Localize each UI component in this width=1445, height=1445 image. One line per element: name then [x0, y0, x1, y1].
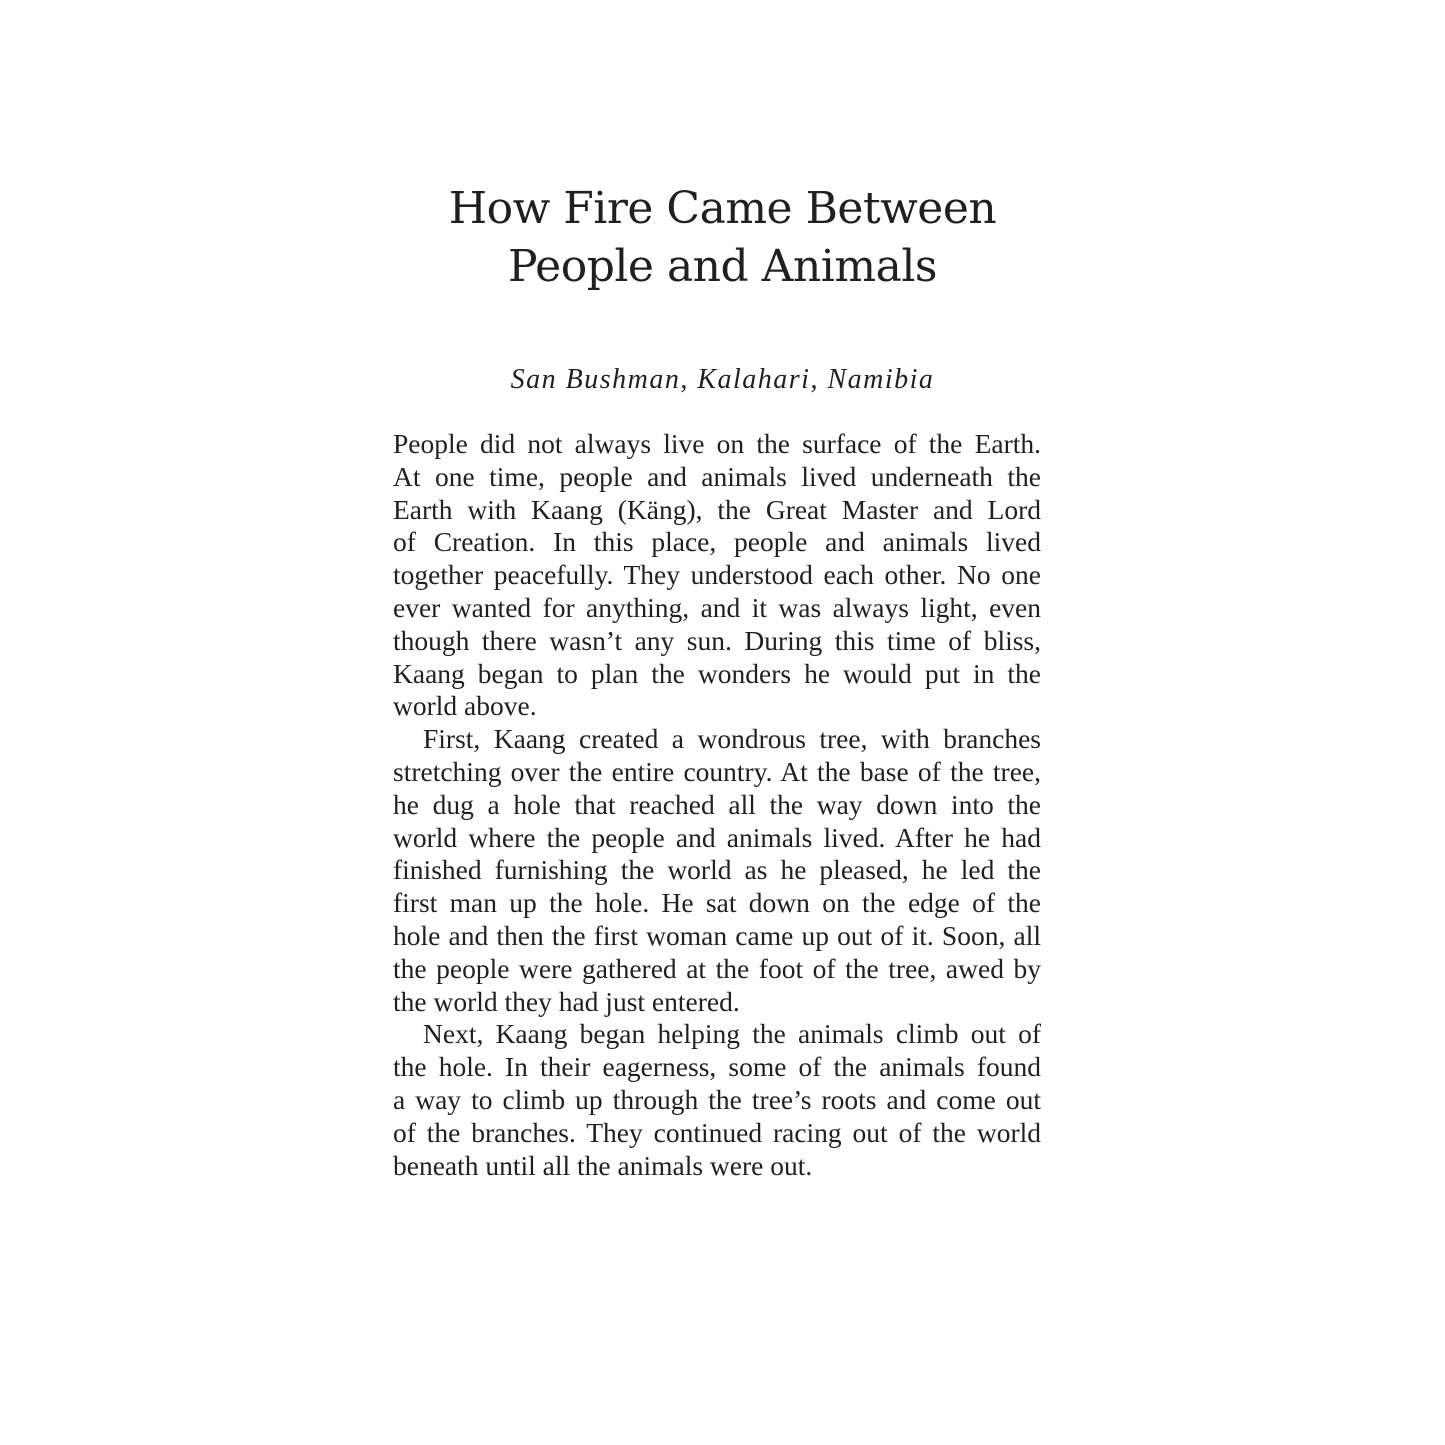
text-line: he dug a hole that reached all the way down into the: [393, 788, 1041, 820]
text-line: first man up the hole. He sat down on the edge of the: [393, 887, 1041, 919]
story-title-line-1: How Fire Came Between: [448, 183, 997, 234]
text-line: the world they had just entered.: [393, 985, 740, 1017]
text-line: world where the people and animals lived. After he had: [393, 821, 1041, 853]
text-line: First, Kaang created a wondrous tree, with branches: [423, 723, 1041, 755]
text-line: world above.: [393, 690, 537, 722]
text-line: finished furnishing the world as he pleased, he led the: [393, 854, 1041, 886]
story-origin: San Bushman, Kalahari, Namibia: [510, 364, 935, 395]
text-line: At one time, people and animals lived underneath the: [393, 460, 1041, 492]
story-title: [0, 180, 1445, 296]
paragraph-1: [393, 428, 1041, 723]
text-line: ever wanted for anything, and it was always light, even: [393, 591, 1041, 623]
text-line: the people were gathered at the foot of the tree, awed by: [393, 952, 1041, 984]
text-line: of Creation. In this place, people and animals lived: [393, 526, 1041, 558]
story-body: [393, 428, 1041, 1182]
text-line: Kaang began to plan the wonders he would put in the: [393, 657, 1041, 689]
text-line: a way to climb up through the tree’s roots and come out: [393, 1083, 1041, 1115]
story-title-line-2: People and Animals: [508, 241, 937, 292]
text-line: Earth with Kaang (Käng), the Great Master and Lord: [393, 493, 1041, 525]
text-line: beneath until all the animals were out.: [393, 1149, 813, 1181]
text-line: of the branches. They continued racing out of the world: [393, 1116, 1041, 1148]
text-line: the hole. In their eagerness, some of the animals found: [393, 1051, 1041, 1083]
text-line: hole and then the first woman came up out of it. Soon, all: [393, 919, 1041, 951]
text-line: though there wasn’t any sun. During this time of bliss,: [393, 624, 1041, 656]
text-line: stretching over the entire country. At the base of the tree,: [393, 755, 1041, 787]
text-line: Next, Kaang began helping the animals climb out of: [423, 1018, 1041, 1050]
paragraph-3: [393, 1018, 1041, 1182]
text-line: People did not always live on the surface of the Earth.: [393, 428, 1041, 459]
text-line: together peacefully. They understood each other. No one: [393, 559, 1041, 591]
paragraph-2: [393, 723, 1041, 1018]
